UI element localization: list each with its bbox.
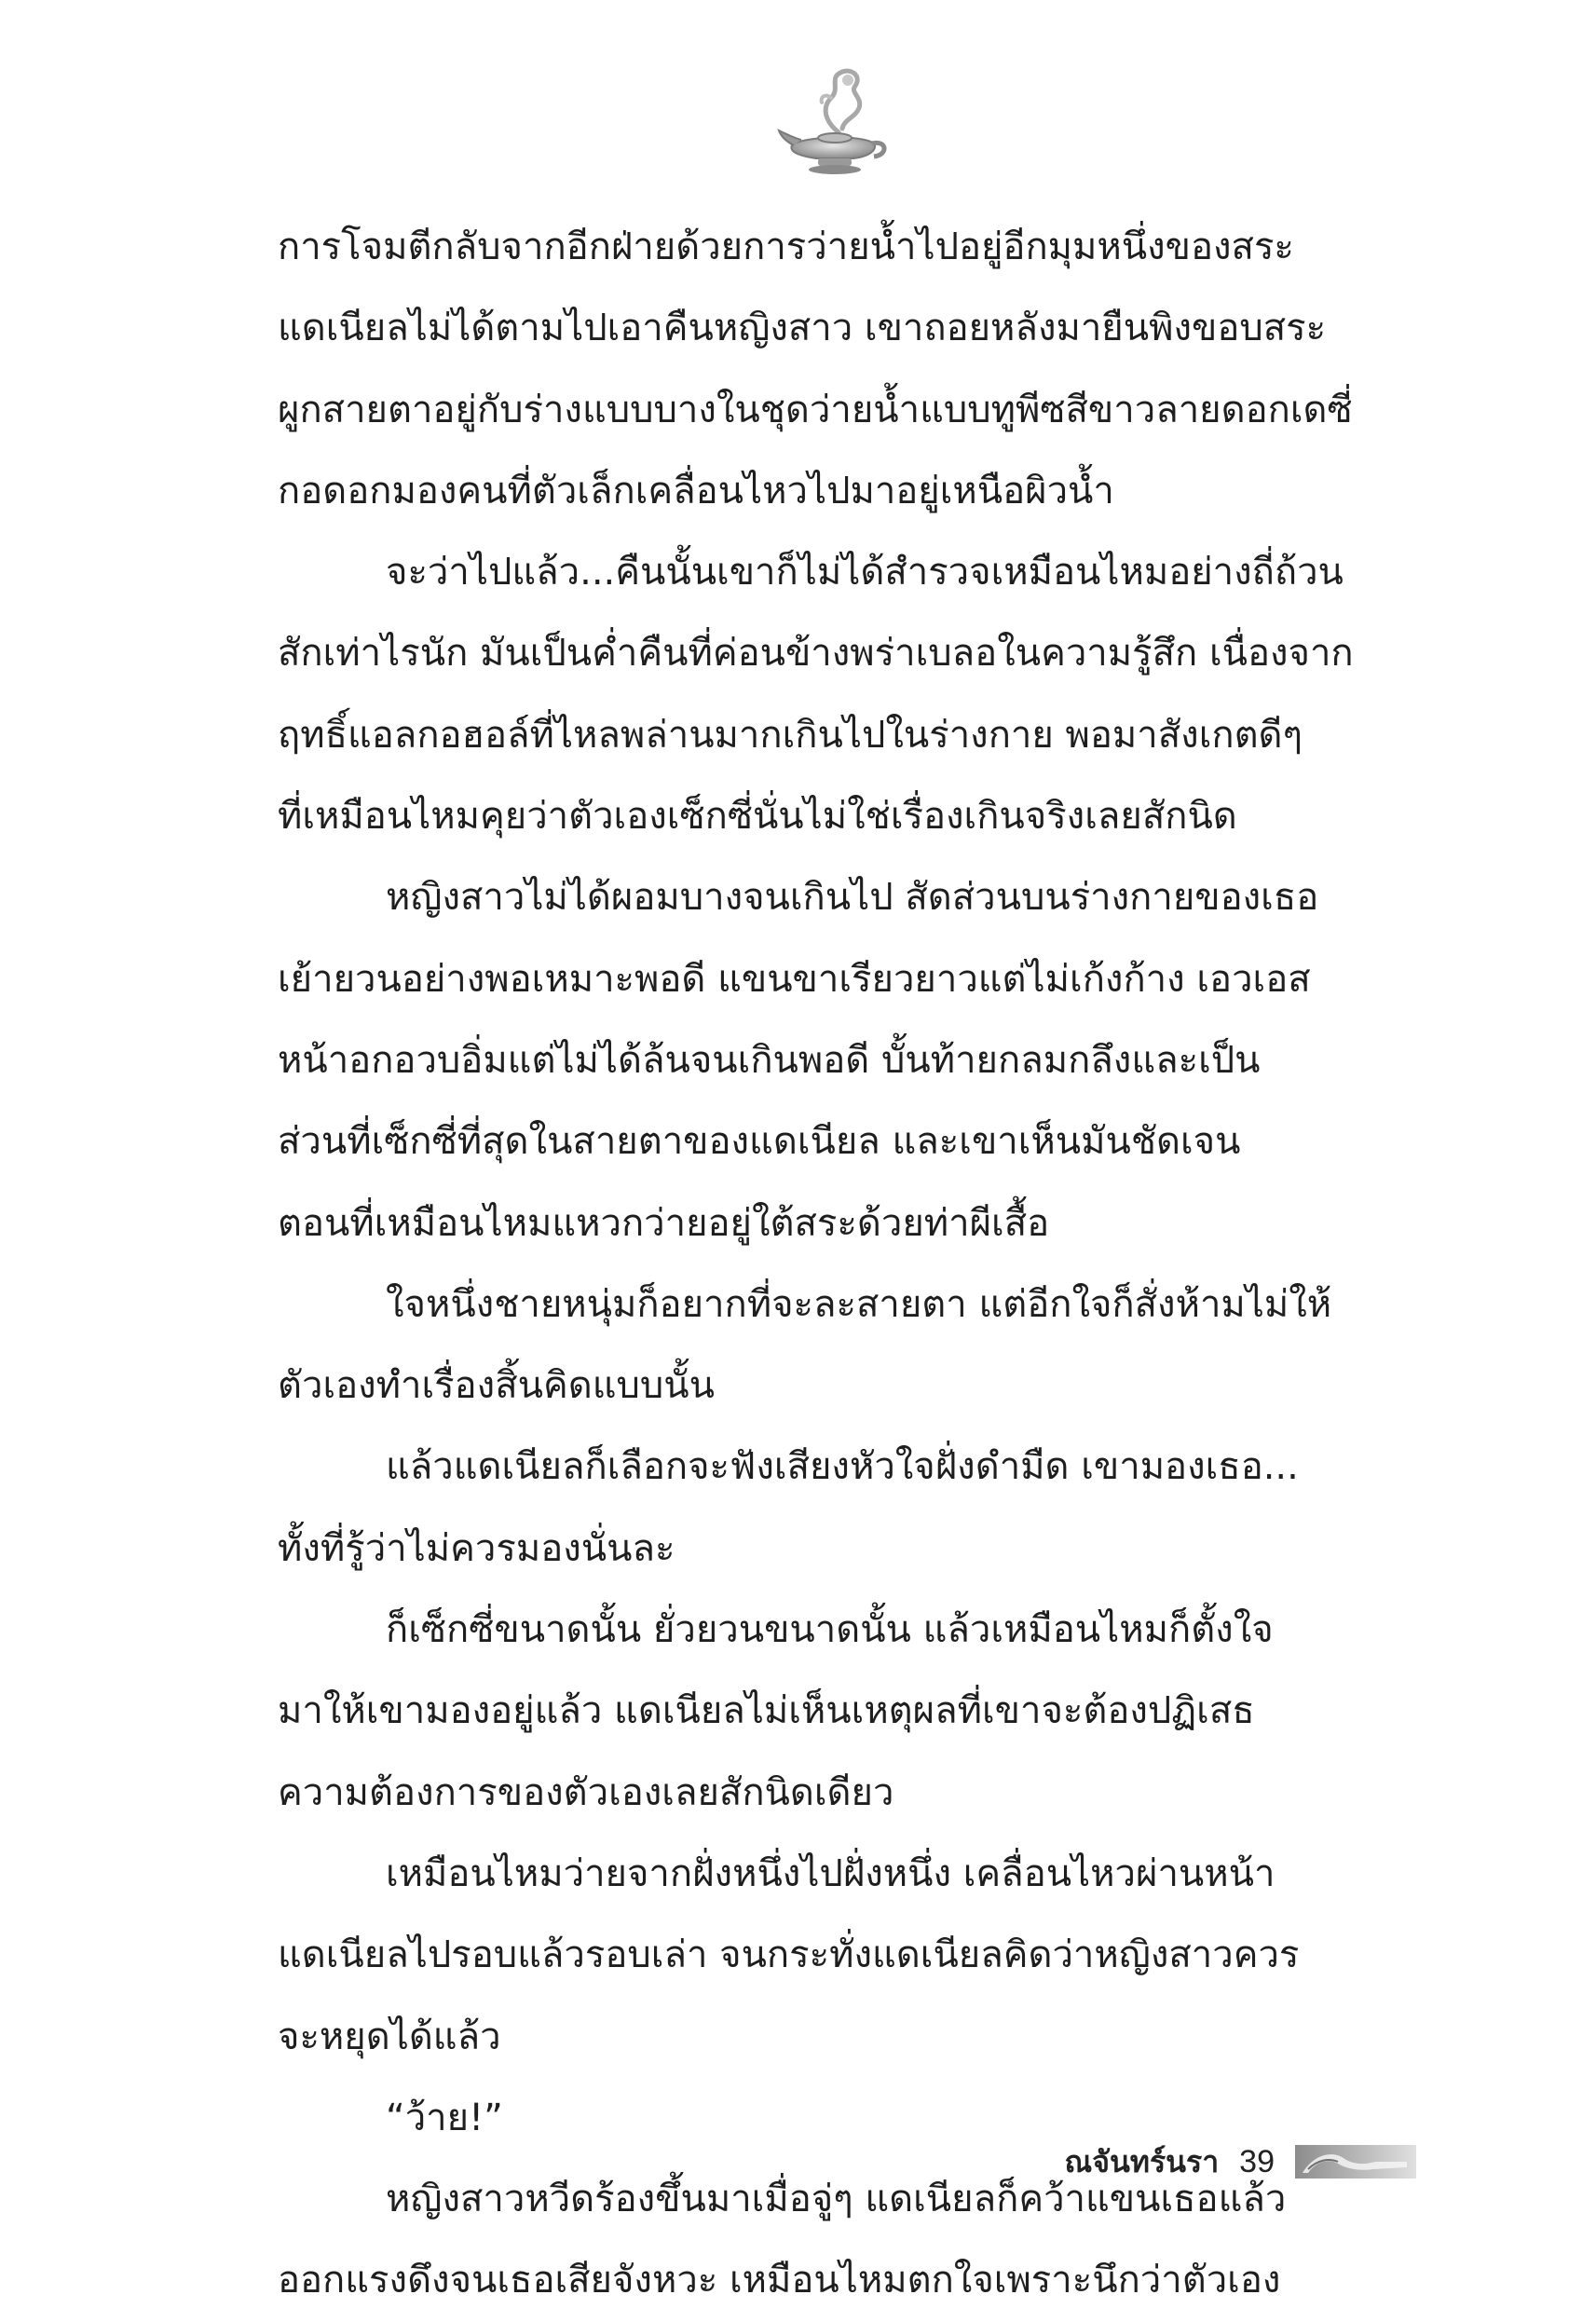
text-line: มาให้เขามองอยู่แล้ว แดเนียลไม่เห็นเหตุผลที่เขาจะต้องปฏิเสธ [278,1689,1255,1733]
page-footer [978,2134,1416,2190]
text-line: แดเนียลไม่ได้ตามไปเอาคืนหญิงสาว เขาถอยหลังมายืนพิงขอบสระ [278,307,1327,350]
text-line: แล้วแดเนียลก็เลือกจะฟังเสียงหัวใจฝั่งดำมืด เขามองเธอ... [386,1445,1299,1489]
text-line: ความต้องการของตัวเองเลยสักนิดเดียว [278,1770,894,1814]
magic-lamp-icon [773,65,894,177]
text-line: ก็เซ็กซี่ขนาดนั้น ยั่วยวนขนาดนั้น แล้วเหมือนไหมก็ตั้งใจ [386,1608,1274,1652]
text-line: เย้ายวนอย่างพอเหมาะพอดี แขนขาเรียวยาวแต่ไม่เก้งก้าง เอวเอส [278,957,1311,1001]
body-text [278,207,1416,2322]
text-line: กอดอกมองคนที่ตัวเล็กเคลื่อนไหวไปมาอยู่เหนือผิวน้ำ [278,469,1114,512]
text-line: แดเนียลไปรอบแล้วรอบเล่า จนกระทั่งแดเนียลคิดว่าหญิงสาวควร [278,1933,1300,1977]
text-line: เหมือนไหมว่ายจากฝั่งหนึ่งไปฝั่งหนึ่ง เคลื่อนไหวผ่านหน้า [386,1851,1275,1895]
text-line: การโจมตีกลับจากอีกฝ่ายด้วยการว่ายน้ำไปอยู่อีกมุมหนึ่งของสระ [278,225,1294,268]
text-line: ตัวเองทำเรื่องสิ้นคิดแบบนั้น [278,1364,715,1408]
text-line: หน้าอกอวบอิ่มแต่ไม่ได้ล้นจนเกินพอดี บั้นท้ายกลมกลึงและเป็น [278,1038,1261,1082]
book-emblem-icon [1295,2141,1416,2182]
text-line: “ว้าย!” [386,2096,503,2139]
text-line: หญิงสาวหวีดร้องขึ้นมาเมื่อจู่ๆ แดเนียลก็คว้าแขนเธอแล้ว [386,2178,1287,2221]
text-line: ทั้งที่รู้ว่าไม่ควรมองนั่นละ [278,1526,675,1570]
author-name: ณจันทร์นรา [1064,2143,1220,2179]
text-line: จะหยุดได้แล้ว [278,2015,501,2058]
text-line: ฤทธิ์แอลกอฮอล์ที่ไหลพล่านมากเกินไปในร่างกาย พอมาสังเกตดีๆ [278,713,1303,757]
text-line: ตอนที่เหมือนไหมแหวกว่ายอยู่ใต้สระด้วยท่าผีเสื้อ [278,1201,1050,1245]
text-line: ใจหนึ่งชายหนุ่มก็อยากที่จะละสายตา แต่อีกใจก็สั่งห้ามไม่ให้ [386,1282,1332,1326]
page-number: 39 [1239,2143,1275,2179]
text-line: หญิงสาวไม่ได้ผอมบางจนเกินไป สัดส่วนบนร่างกายของเธอ [386,876,1319,920]
text-line: ส่วนที่เซ็กซี่ที่สุดในสายตาของแดเนียล และเขาเห็นมันชัดเจน [278,1120,1241,1164]
text-line: ผูกสายตาอยู่กับร่างแบบบางในชุดว่ายน้ำแบบทูพีซสีขาวลายดอกเดซี่ [278,388,1353,431]
text-line: ที่เหมือนไหมคุยว่าตัวเองเซ็กซี่นั่นไม่ใช่เรื่องเกินจริงเลยสักนิด [278,795,1237,839]
text-line: จะว่าไปแล้ว...คืนนั้นเขาก็ไม่ได้สำรวจเหมือนไหมอย่างถี่ถ้วน [386,551,1344,594]
text-line: สักเท่าไรนัก มันเป็นค่ำคืนที่ค่อนข้างพร่าเบลอในความรู้สึก เนื่องจาก [278,632,1354,676]
text-line: ออกแรงดึงจนเธอเสียจังหวะ เหมือนไหมตกใจเพราะนึกว่าตัวเอง [278,2259,1281,2302]
